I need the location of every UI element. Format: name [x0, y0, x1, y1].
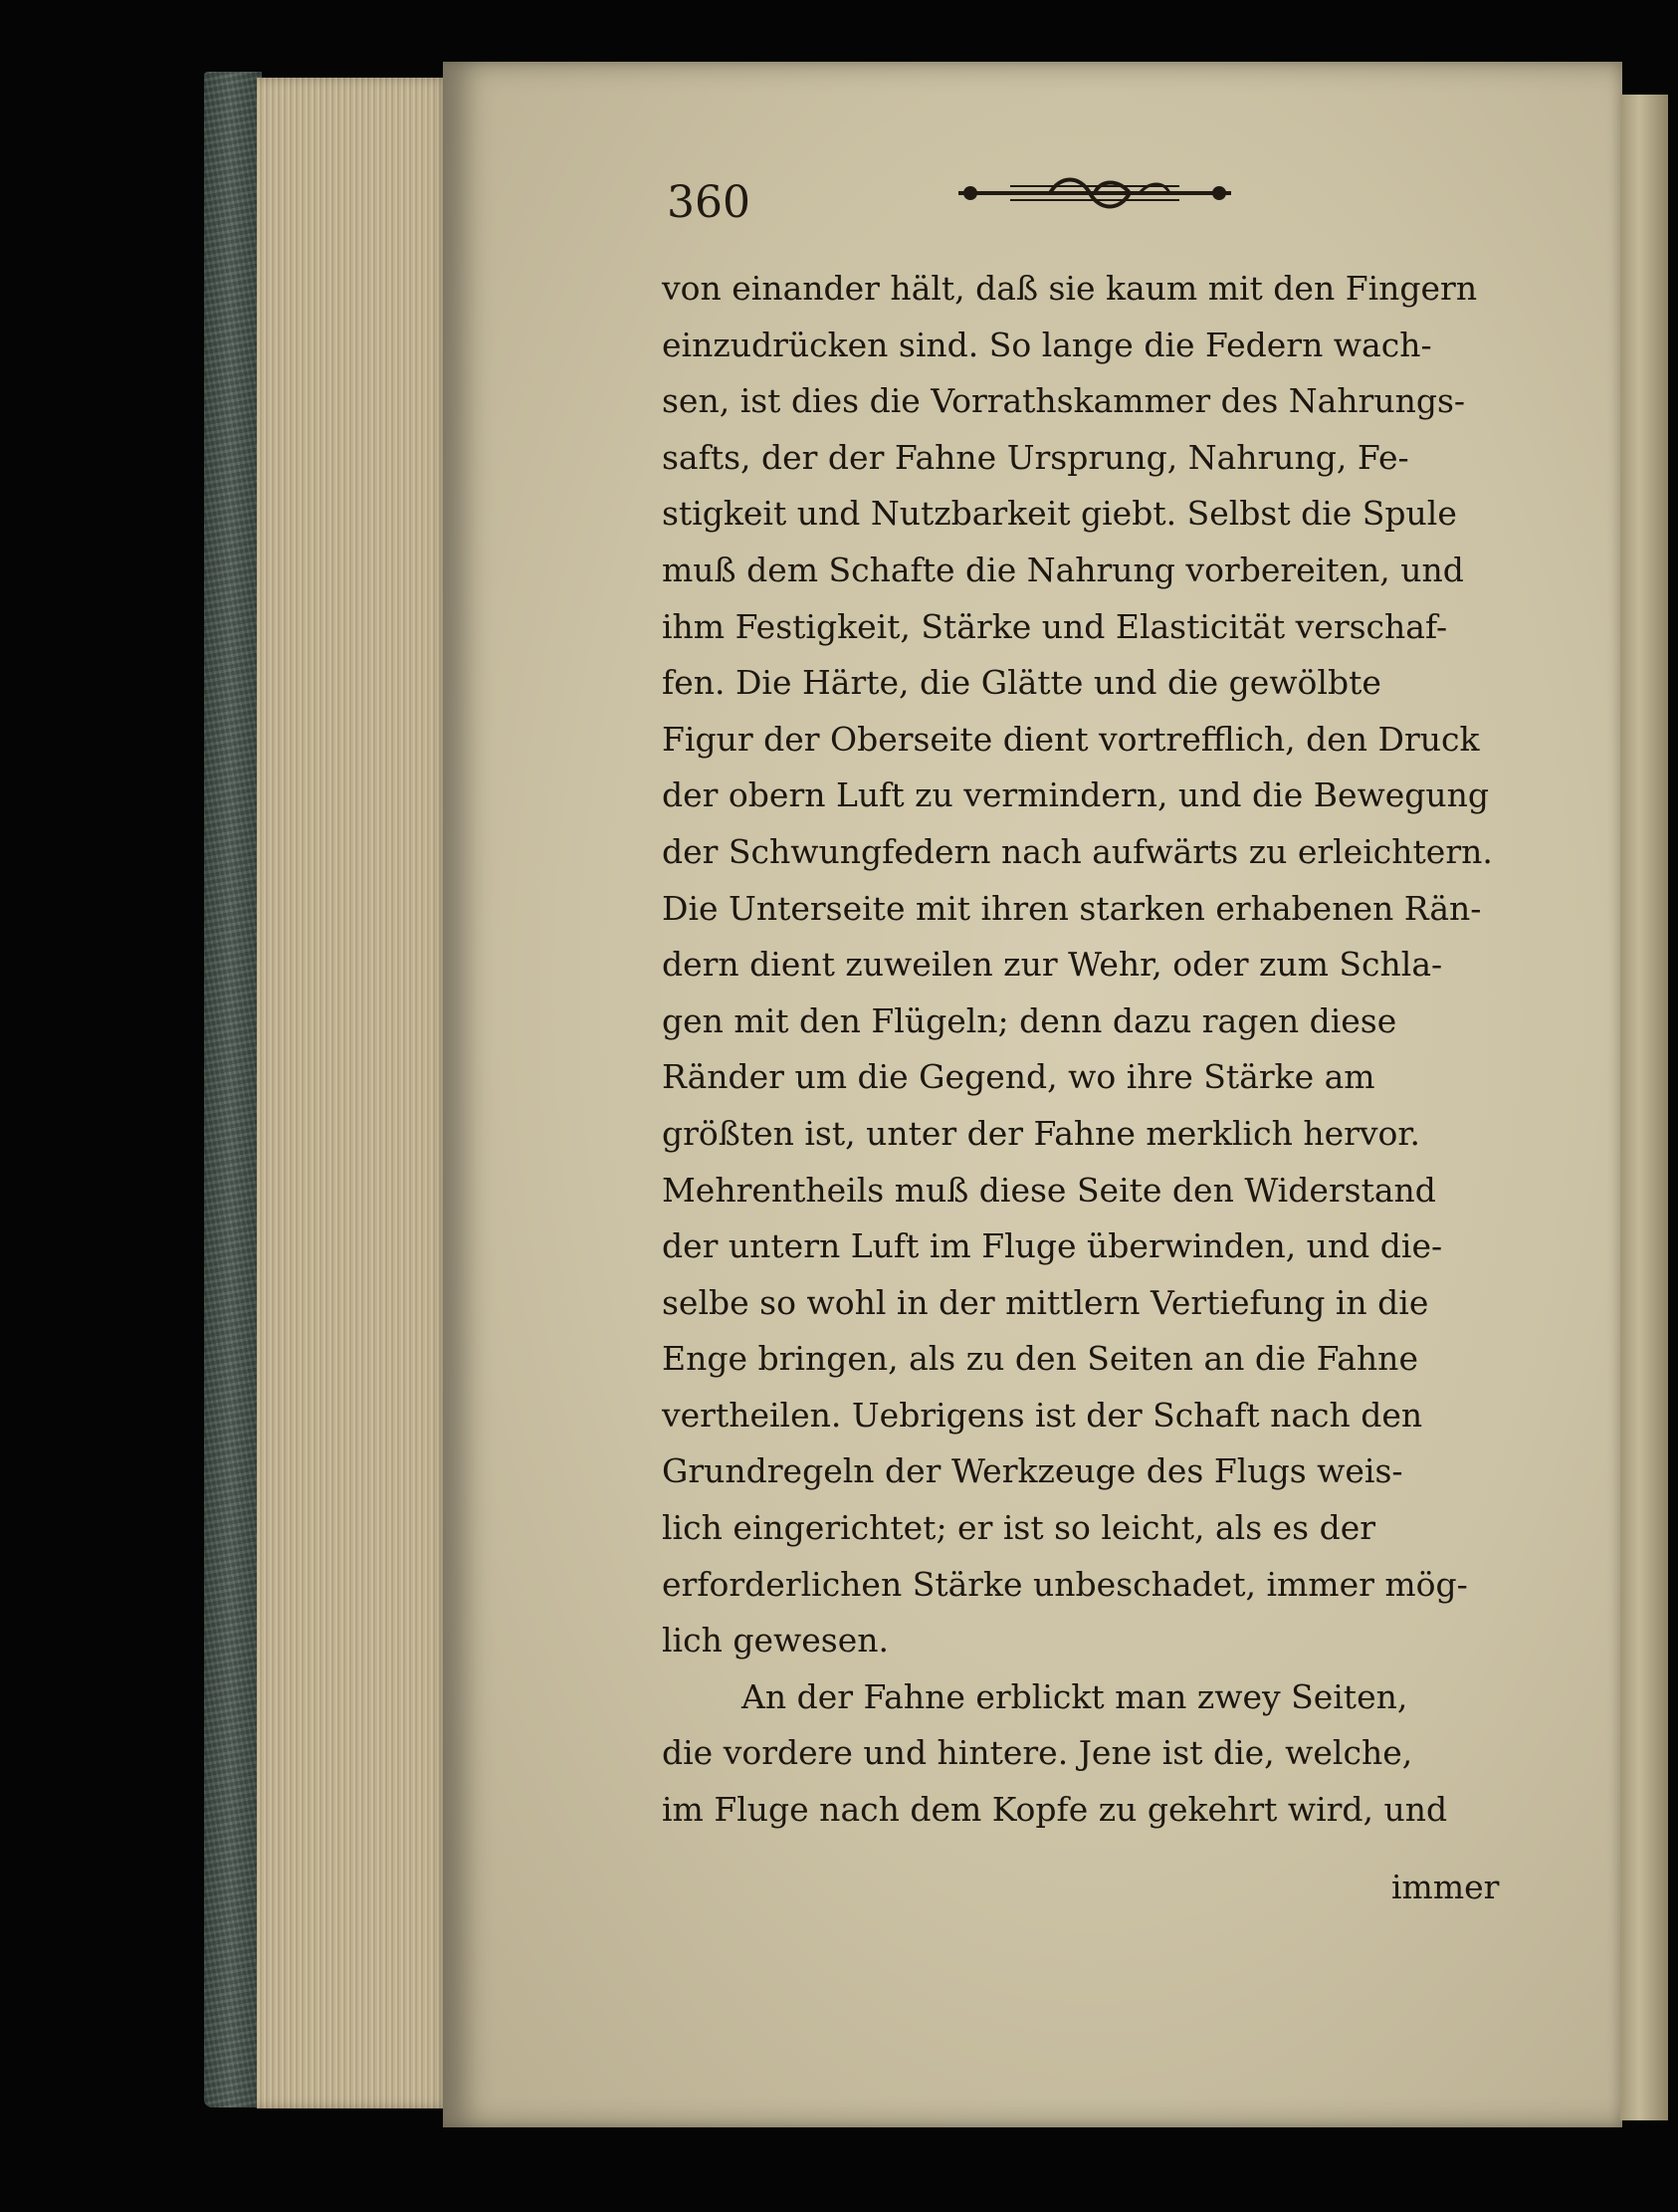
- text-line: der obern Luft zu vermindern, und die Bewegung: [662, 775, 1490, 815]
- text-line: dern dient zuweilen zur Wehr, oder zum Schla-: [662, 945, 1443, 985]
- text-line: ihm Festigkeit, Stärke und Elasticität verschaf-: [662, 606, 1448, 646]
- text-line: einzudrücken sind. So lange die Federn wach-: [662, 325, 1432, 364]
- text-line: im Fluge nach dem Kopfe zu gekehrt wird, und: [662, 1790, 1448, 1830]
- text-line: selbe so wohl in der mittlern Vertiefung in die: [662, 1282, 1429, 1322]
- text-line: lich gewesen.: [662, 1621, 889, 1660]
- catchword: immer: [1391, 1868, 1500, 1906]
- text-line: muß dem Schafte die Nahrung vorbereiten, und: [662, 550, 1464, 589]
- text-line: lich eingerichtet; er ist so leicht, als es der: [662, 1508, 1376, 1548]
- text-line: von einander hält, daß sie kaum mit den Fingern: [662, 269, 1478, 308]
- text-line: erforderlichen Stärke unbeschadet, immer mög-: [662, 1564, 1468, 1604]
- body-text: [662, 261, 1528, 1839]
- text-line: An der Fahne erblickt man zwey Seiten,: [741, 1676, 1408, 1716]
- text-line: Figur der Oberseite dient vortrefflich, den Druck: [662, 719, 1480, 759]
- text-line: Enge bringen, als zu den Seiten an die Fahne: [662, 1339, 1418, 1379]
- text-line: Ränder um die Gegend, wo ihre Stärke am: [662, 1057, 1375, 1097]
- page-number: 360: [667, 177, 750, 228]
- text-line: stigkeit und Nutzbarkeit giebt. Selbst die Spule: [662, 494, 1457, 534]
- text-line: Mehrentheils muß diese Seite den Widerstand: [662, 1170, 1436, 1210]
- header-ornament-icon: [950, 171, 1239, 215]
- text-line: der untern Luft im Fluge überwinden, und die-: [662, 1226, 1443, 1266]
- text-line: safts, der der Fahne Ursprung, Nahrung, Fe-: [662, 437, 1409, 477]
- book-cover-edge: [204, 72, 262, 2107]
- facing-page-edge: [1620, 95, 1668, 2120]
- text-line: fen. Die Härte, die Glätte und die gewölbte: [662, 663, 1381, 703]
- text-line: Grundregeln der Werkzeuge des Flugs weis-: [662, 1451, 1403, 1491]
- text-line: größten ist, unter der Fahne merklich hervor.: [662, 1113, 1421, 1153]
- text-line: Die Unterseite mit ihren starken erhabenen Rän-: [662, 888, 1482, 928]
- page-stack-edges: [257, 78, 451, 2108]
- text-line: sen, ist dies die Vorrathskammer des Nahrungs-: [662, 381, 1466, 421]
- text-line: der Schwungfedern nach aufwärts zu erleichtern.: [662, 831, 1493, 871]
- text-line: vertheilen. Uebrigens ist der Schaft nach den: [662, 1395, 1423, 1435]
- text-line: die vordere und hintere. Jene ist die, welche,: [662, 1733, 1413, 1773]
- text-line: gen mit den Flügeln; denn dazu ragen diese: [662, 1000, 1397, 1040]
